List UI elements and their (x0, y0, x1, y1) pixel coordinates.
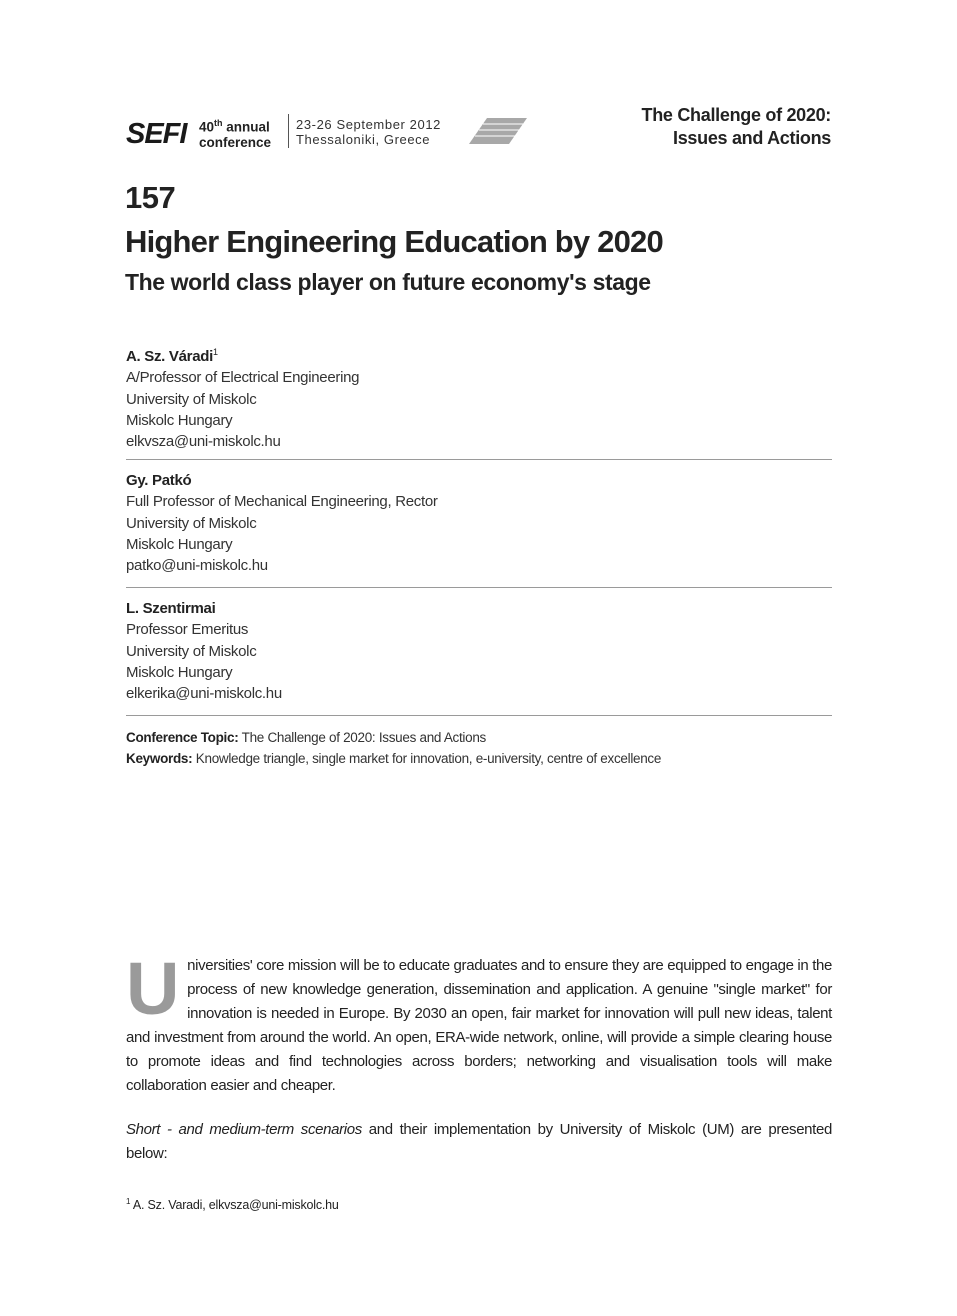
running-title (642, 104, 831, 150)
author-email: patko@uni-miskolc.hu (126, 557, 268, 575)
running-title-line2: Issues and Actions (673, 128, 831, 148)
edition-number: 40 (199, 119, 215, 135)
paper-number: 157 (125, 180, 176, 215)
author-block (126, 470, 832, 576)
author-city: Miskolc Hungary (126, 411, 233, 429)
topic-value: The Challenge of 2020: Issues and Actions (238, 730, 487, 745)
author-city: Miskolc Hungary (126, 663, 233, 681)
conference-edition (199, 116, 271, 150)
author-institution: University of Miskolc (126, 390, 257, 408)
keywords-value: Knowledge triangle, single market for innovation, e-university, centre of excellence (192, 751, 662, 766)
author-position: Professor Emeritus (126, 621, 249, 639)
header-divider (288, 114, 289, 148)
paragraph-emphasis: Short - and medium-term scenarios (126, 1121, 362, 1138)
keywords (126, 748, 832, 769)
sefi-logo (126, 117, 188, 147)
author-institution: University of Miskolc (126, 514, 257, 532)
footnote (126, 1197, 339, 1212)
author-name: Gy. Patkó (126, 472, 192, 489)
author-divider (126, 715, 832, 716)
author-email: elkvsza@uni-miskolc.hu (126, 433, 281, 451)
annual-label: annual (222, 119, 270, 135)
footnote-mark: 1 (126, 1197, 131, 1206)
footnote-text: A. Sz. Varadi, elkvsza@uni-miskolc.hu (130, 1198, 339, 1213)
paper-title: Higher Engineering Education by 2020 (125, 224, 663, 259)
author-name: A. Sz. Váradi$^1$ (126, 347, 218, 365)
topic-label: Conference Topic: (126, 730, 239, 745)
author-position: Full Professor of Mechanical Engineering, Rector (126, 493, 438, 511)
paper-subtitle: The world class player on future economy's stage (125, 269, 651, 295)
svg-text:SEFI: SEFI (126, 118, 187, 147)
author-position: A/Professor of Electrical Engineering (126, 369, 360, 387)
edition-suffix: th (214, 118, 223, 128)
drop-cap: U (126, 947, 180, 1030)
author-institution: University of Miskolc (126, 642, 257, 660)
author-divider (126, 587, 832, 588)
body-paragraph-1 (126, 947, 832, 1098)
conference-date: 23-26 September 2012 (296, 117, 441, 132)
body-paragraph-2 (126, 1118, 832, 1166)
conference-location: Thessaloniki, Greece (296, 132, 431, 147)
author-name: L. Szentirmai (126, 600, 216, 617)
author-block (126, 598, 832, 704)
paragraph-text: niversities' core mission will be to educate graduates and to ensure they are equipped to engage in the process of new knowledge generation, dissemination and application. A genuine "single market" for innovation is needed in Europe. By 2030 an open, fair market for innovation will pull new ideas, talent and investment from around the world. An open, ERA-wide network, online, will provide a simple clearing house to promote ideas and find technologies across borders; networking and visualisation tools will make collaboration easier and cheaper. (126, 957, 832, 1094)
author-divider (126, 459, 832, 460)
conference-label: conference (199, 134, 272, 150)
keywords-label: Keywords: (126, 751, 193, 766)
author-block (126, 342, 832, 452)
footnote-mark: 1 (212, 347, 218, 357)
running-title-line1: The Challenge of 2020: (641, 105, 831, 125)
conference-topic (126, 727, 832, 748)
decorative-stripe (469, 118, 527, 144)
author-email: elkerika@uni-miskolc.hu (126, 685, 282, 703)
author-city: Miskolc Hungary (126, 535, 233, 553)
paragraph-text: and their implementation by University of Miskolc (UM) are presented below: (126, 1121, 832, 1162)
conference-dates (296, 117, 441, 147)
